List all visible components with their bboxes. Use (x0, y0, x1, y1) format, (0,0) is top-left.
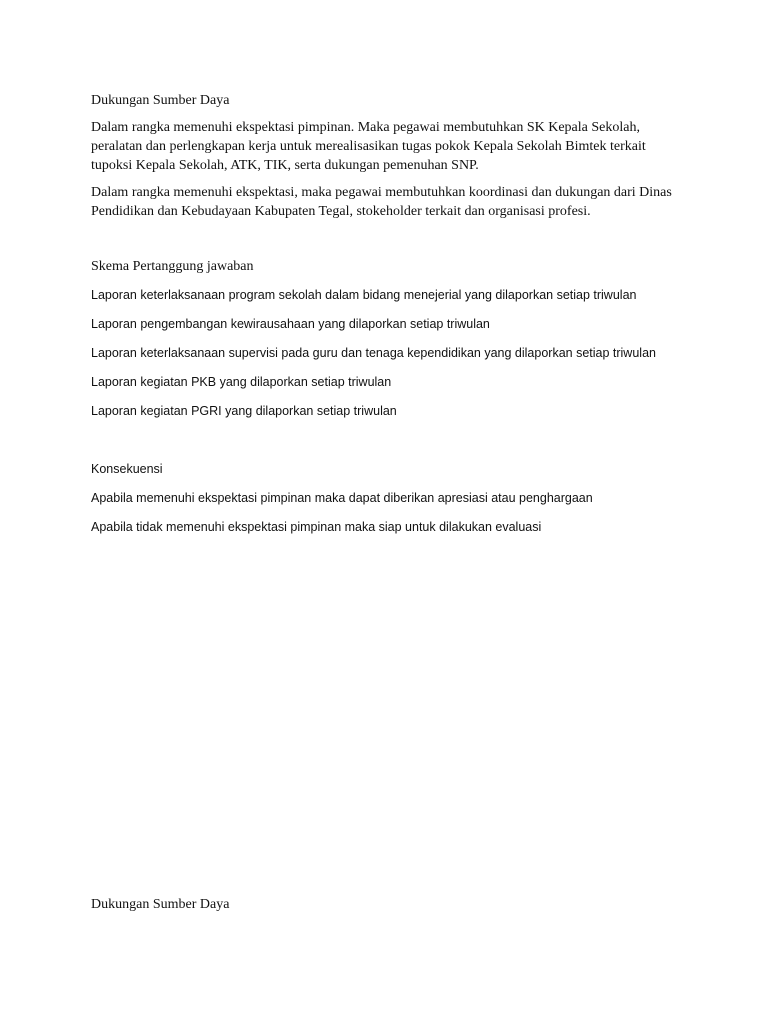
skema-item-1: Laporan keterlaksanaan program sekolah dalam bidang menejerial yang dilaporkan setiap triwulan (91, 288, 637, 302)
konsekuensi-item-1: Apabila memenuhi ekspektasi pimpinan maka dapat diberikan apresiasi atau penghargaan (91, 491, 593, 505)
heading-dukungan-sumber-daya-footer: Dukungan Sumber Daya (91, 897, 230, 912)
paragraph-line: peralatan dan perlengkapan kerja untuk merealisasikan tugas pokok Kepala Sekolah Bimtek terkait (91, 139, 646, 154)
paragraph-line: Pendidikan dan Kebudayaan Kabupaten Tegal, stokeholder terkait dan organisasi profesi. (91, 204, 591, 219)
paragraph-line: Dalam rangka memenuhi ekspektasi, maka pegawai membutuhkan koordinasi dan dukungan dari Dinas (91, 185, 672, 200)
paragraph-line: tupoksi Kepala Sekolah, ATK, TIK, serta dukungan pemenuhan SNP. (91, 158, 479, 173)
skema-item-3: Laporan keterlaksanaan supervisi pada guru dan tenaga kependidikan yang dilaporkan setiap triwulan (91, 346, 656, 360)
skema-item-4: Laporan kegiatan PKB yang dilaporkan setiap triwulan (91, 375, 392, 389)
paragraph-line: Dalam rangka memenuhi ekspektasi pimpinan. Maka pegawai membutuhkan SK Kepala Sekolah, (91, 120, 640, 135)
paragraph-sumber-daya-2 (91, 183, 681, 221)
skema-item-2: Laporan pengembangan kewirausahaan yang dilaporkan setiap triwulan (91, 317, 490, 331)
konsekuensi-item-2: Apabila tidak memenuhi ekspektasi pimpinan maka siap untuk dilakukan evaluasi (91, 520, 542, 534)
paragraph-sumber-daya-1 (91, 118, 681, 175)
heading-skema-pertanggung-jawaban: Skema Pertanggung jawaban (91, 259, 254, 274)
heading-dukungan-sumber-daya: Dukungan Sumber Daya (91, 93, 230, 108)
skema-item-5: Laporan kegiatan PGRI yang dilaporkan setiap triwulan (91, 404, 397, 418)
heading-konsekuensi: Konsekuensi (91, 462, 163, 476)
